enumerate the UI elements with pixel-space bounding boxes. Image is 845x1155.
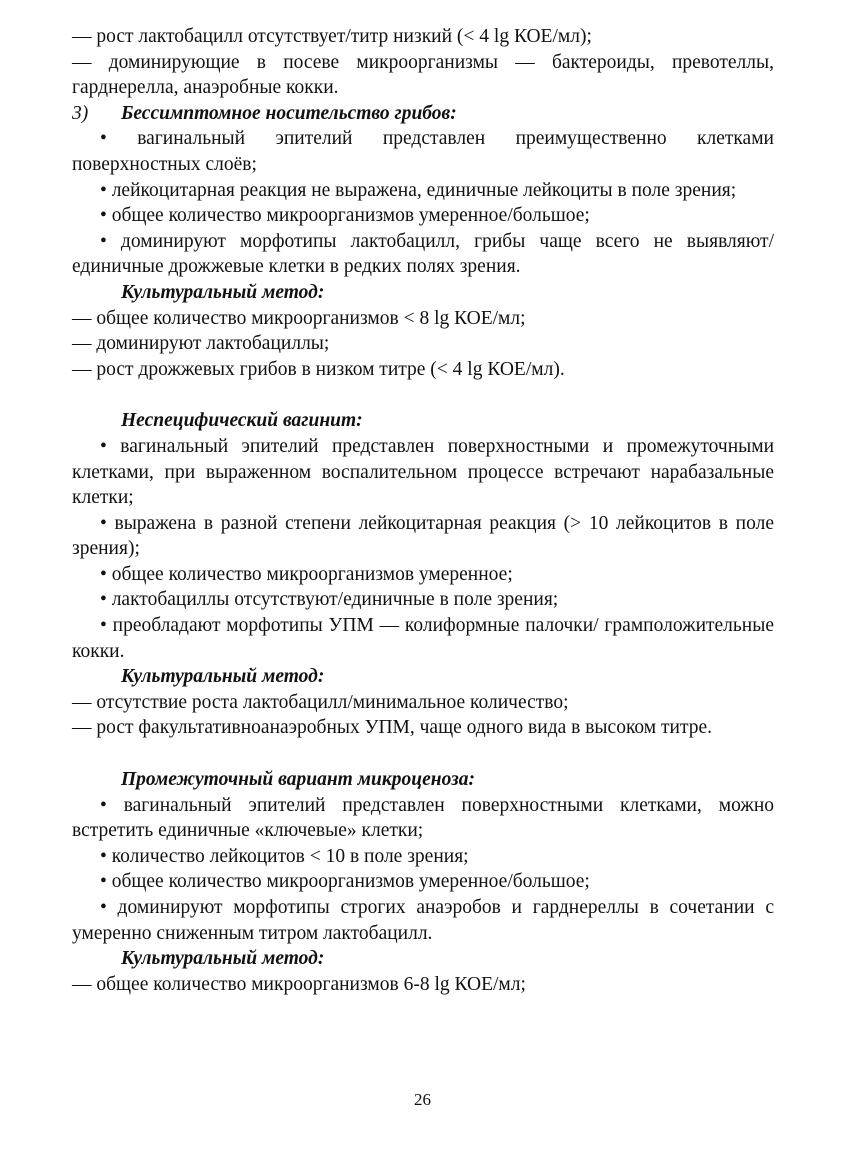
culture-method-label: Культуральный метод:: [121, 948, 325, 970]
spacer: [72, 741, 774, 767]
culture-item: — отсутствие роста лактобацилл/минимальное количество;: [72, 691, 569, 713]
bullet-item: • лейкоцитарная реакция не выражена, единичные лейкоциты в поле зрения;: [100, 179, 737, 201]
culture-method-label: Культуральный метод:: [121, 281, 325, 303]
bullet-item: • доминируют морфотипы строгих анаэробов и гарднереллы в сочетании с умеренно сниженным титром лактобацилл.: [72, 897, 774, 944]
section-heading: [72, 101, 774, 127]
section-heading: Неспецифический вагинит:: [121, 410, 363, 432]
bullet-item: • лактобациллы отсутствуют/единичные в поле зрения;: [100, 589, 559, 611]
bullet-item: • доминируют морфотипы лактобацилл, грибы чаще всего не выявляют/единичные дрожжевые клетки в редких полях зрения.: [72, 230, 774, 278]
section-number: 3): [72, 102, 89, 124]
culture-method-label: Культуральный метод:: [121, 666, 325, 688]
bullet-item: • выражена в разной степени лейкоцитарная реакция (> 10 лейкоцитов в поле зрения);: [72, 512, 774, 560]
section-heading: Промежуточный вариант микроценоза:: [121, 769, 475, 791]
bullet-item: • общее количество микроорганизмов умеренное;: [100, 563, 513, 585]
document-page: [72, 24, 774, 997]
bullet-item: • преобладают морфотипы УПМ — колиформные палочки/ грамположительные кокки.: [72, 615, 774, 662]
page-number: 26: [414, 1090, 431, 1109]
spacer: [72, 382, 774, 408]
bullet-item: • вагинальный эпителий представлен преимущественно клетками поверхностных слоёв;: [72, 128, 774, 175]
bullet-item: • общее количество микроорганизмов умеренное/большое;: [100, 871, 590, 893]
culture-item: — общее количество микроорганизмов 6-8 lg КОЕ/мл;: [72, 973, 526, 995]
culture-item: — рост дрожжевых грибов в низком титре (< 4 lg КОЕ/мл).: [72, 358, 565, 380]
culture-item: — рост факультативноанаэробных УПМ, чаще одного вида в высоком титре.: [72, 717, 713, 739]
culture-item: — общее количество микроорганизмов < 8 lg КОЕ/мл;: [72, 307, 526, 329]
text-line: — доминирующие в посеве микроорганизмы — бактероиды, превотеллы, гарднерелла, анаэробные кокки.: [72, 51, 774, 99]
bullet-item: • общее количество микроорганизмов умеренное/большое;: [100, 205, 590, 227]
text-line: — рост лактобацилл отсутствует/титр низкий (< 4 lg КОЕ/мл);: [72, 26, 592, 47]
bullet-item: • вагинальный эпителий представлен поверхностными и промежуточными клетками, при выраженном воспалительном процессе встречают нарабазальные клетки;: [72, 435, 774, 509]
culture-item: — доминируют лактобациллы;: [72, 333, 330, 355]
bullet-item: • количество лейкоцитов < 10 в поле зрения;: [100, 845, 469, 867]
bullet-item: • вагинальный эпителий представлен поверхностными клетками, можно встретить единичные «ключевые» клетки;: [72, 794, 774, 842]
section-title: Бессимптомное носительство грибов:: [121, 102, 457, 124]
